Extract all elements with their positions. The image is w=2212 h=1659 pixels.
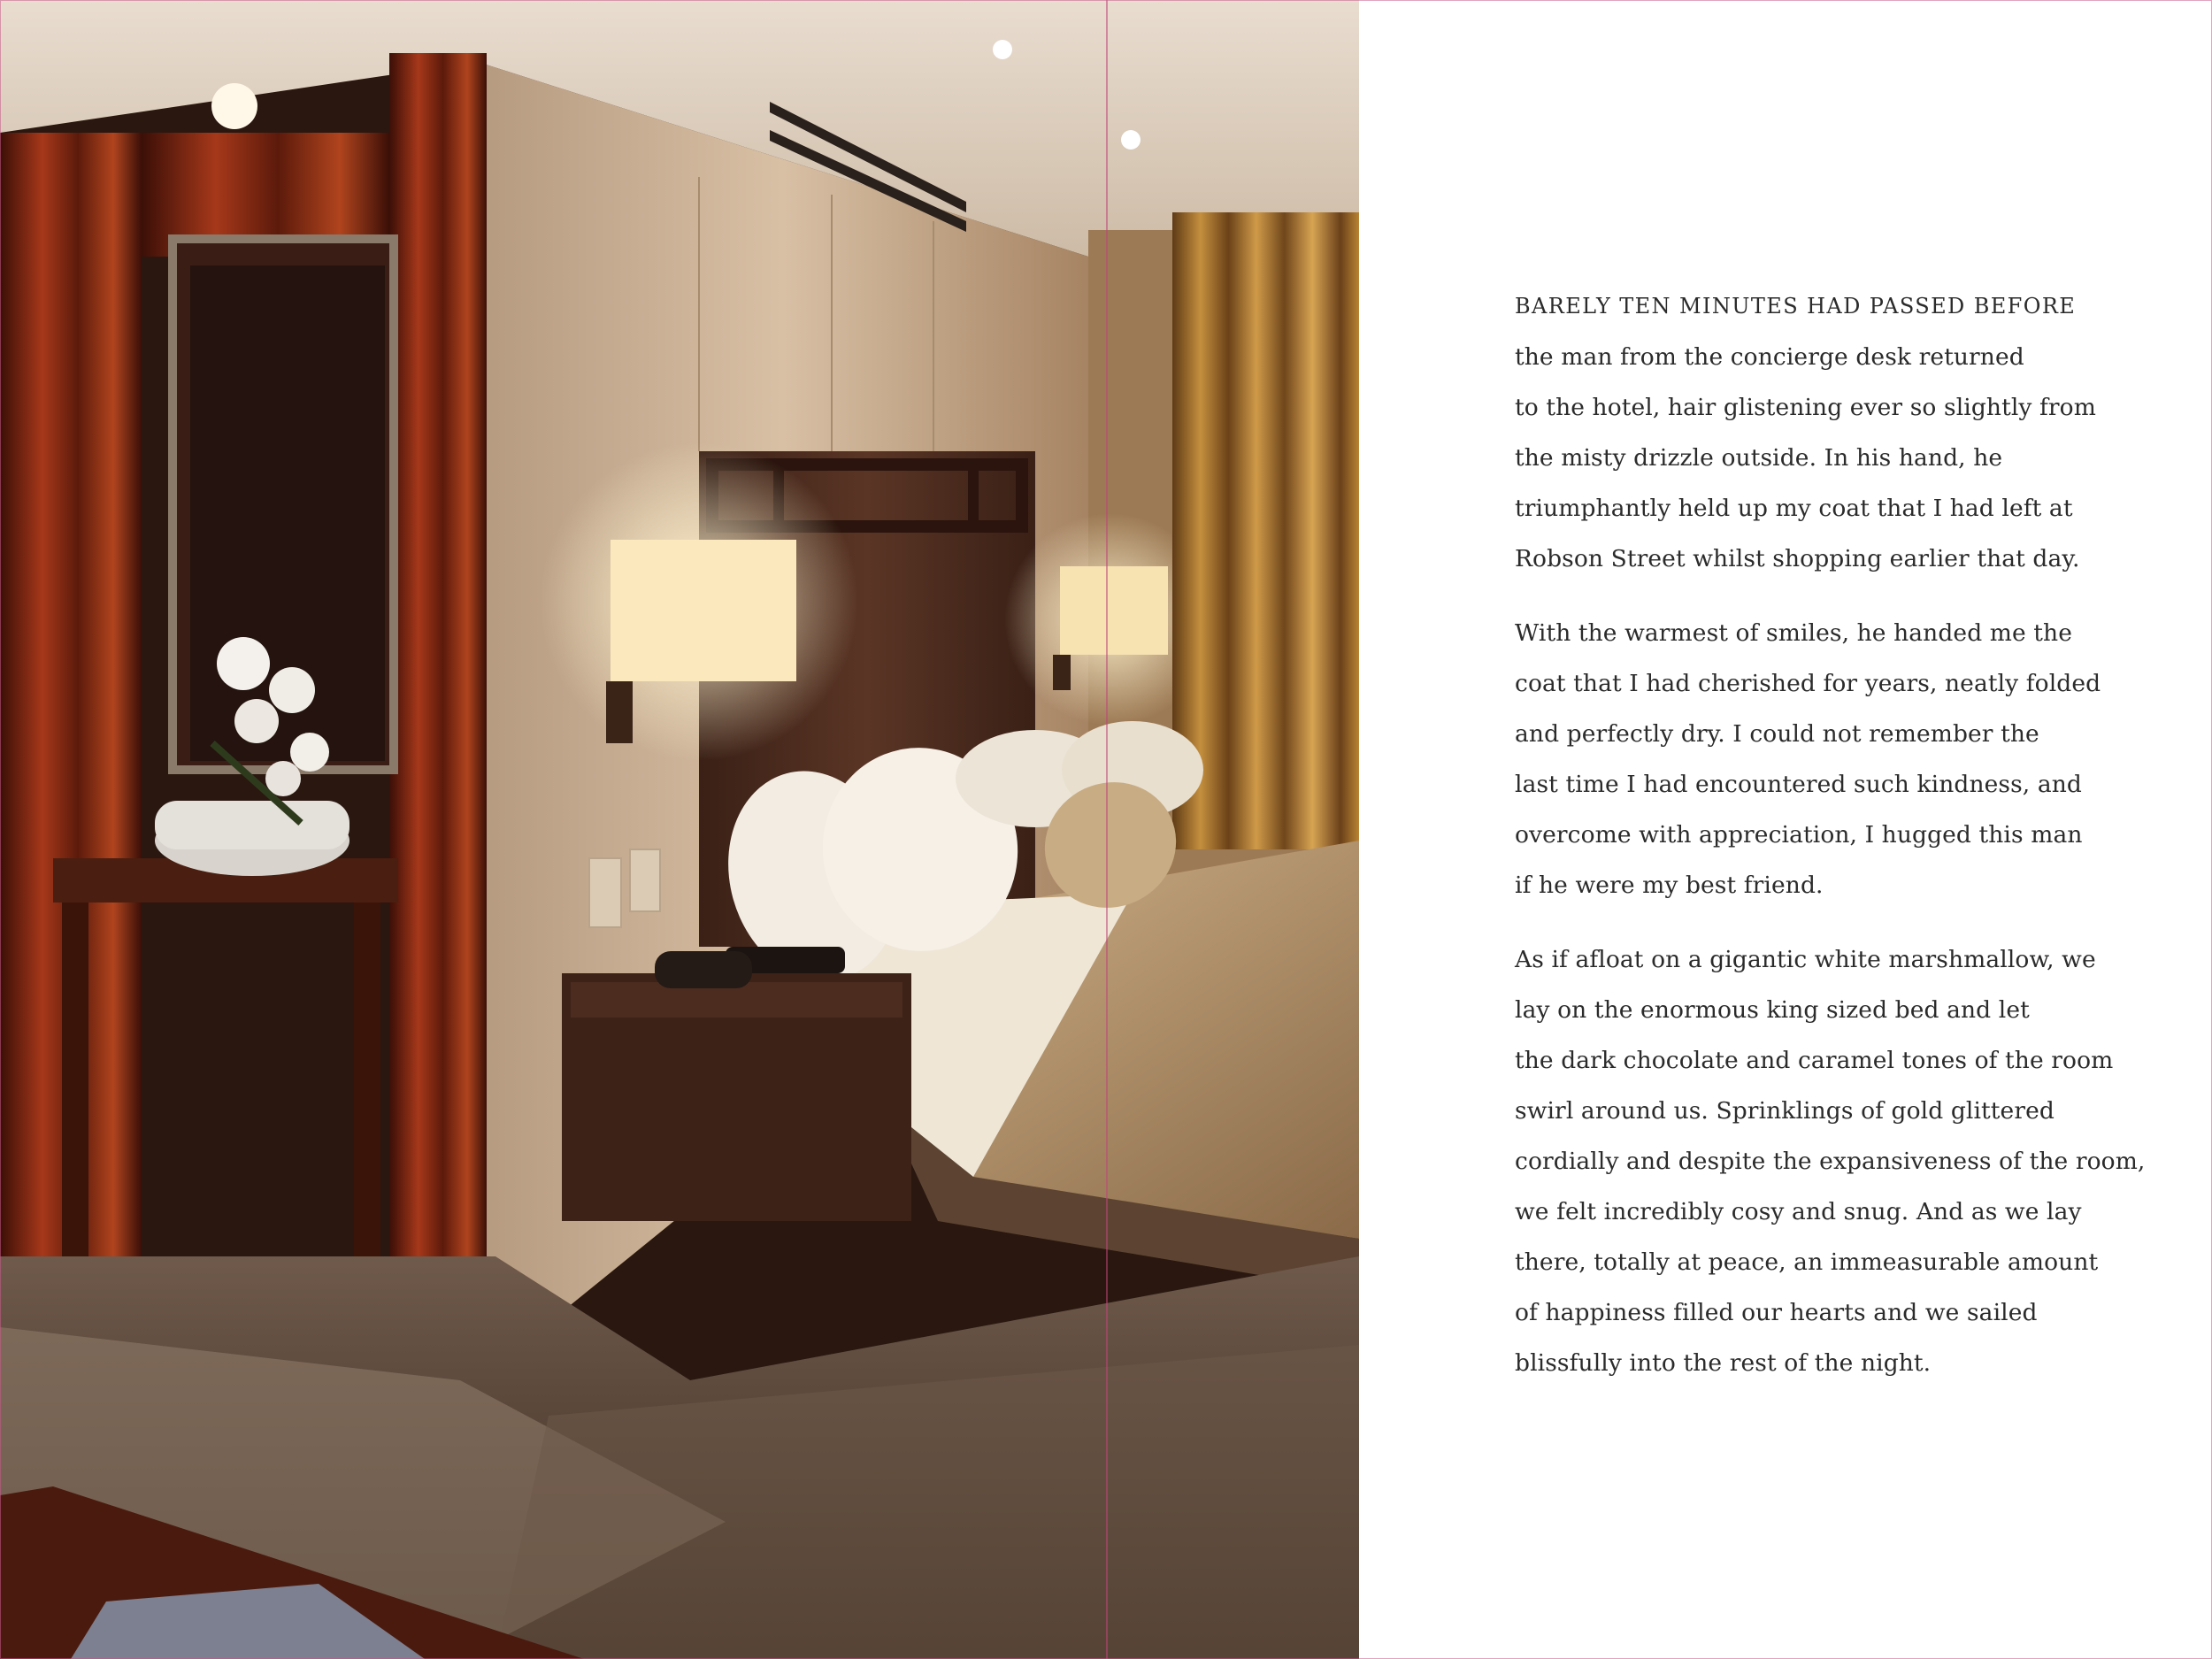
text-line: and perfectly dry. I could not remember the: [1515, 720, 2039, 748]
paragraph-1: [1515, 281, 2099, 584]
text-line: overcome with appreciation, I hugged this man: [1515, 821, 2083, 849]
text-line: the man from the concierge desk returned: [1515, 343, 2024, 371]
text-line: blissfully into the rest of the night.: [1515, 1349, 1932, 1377]
text-line: the dark chocolate and caramel tones of the room: [1515, 1047, 2114, 1074]
text-line: coat that I had cherished for years, neatly folded: [1515, 670, 2101, 697]
text-line: the misty drizzle outside. In his hand, he: [1515, 444, 2003, 472]
paragraph-3: [1515, 934, 2146, 1388]
text-line: Robson Street whilst shopping earlier that day.: [1515, 545, 2080, 572]
text-line: if he were my best friend.: [1515, 872, 1824, 899]
story-text: [1515, 281, 2146, 1412]
text-line: triumphantly held up my coat that I had left at: [1515, 495, 2073, 522]
text-line: cordially and despite the expansiveness of the room,: [1515, 1148, 2146, 1175]
text-line: swirl around us. Sprinklings of gold glittered: [1515, 1097, 2055, 1125]
text-page: [1359, 0, 2212, 1659]
text-line: of happiness filled our hearts and we sailed: [1515, 1299, 2038, 1326]
text-line: to the hotel, hair glistening ever so slightly from: [1515, 394, 2096, 421]
text-line: there, totally at peace, an immeasurable amount: [1515, 1248, 2099, 1276]
text-line: last time I had encountered such kindness, and: [1515, 771, 2082, 798]
paragraph-2: [1515, 608, 2099, 910]
text-line: we felt incredibly cosy and snug. And as we lay: [1515, 1198, 2082, 1225]
text-line: lay on the enormous king sized bed and let: [1515, 996, 2030, 1024]
text-line: As if afloat on a gigantic white marshmallow, we: [1515, 946, 2096, 973]
text-line: With the warmest of smiles, he handed me the: [1515, 619, 2073, 647]
opening-line: BARELY TEN MINUTES HAD PASSED BEFORE: [1515, 294, 2077, 319]
page-fold-line: [1106, 0, 1108, 1659]
